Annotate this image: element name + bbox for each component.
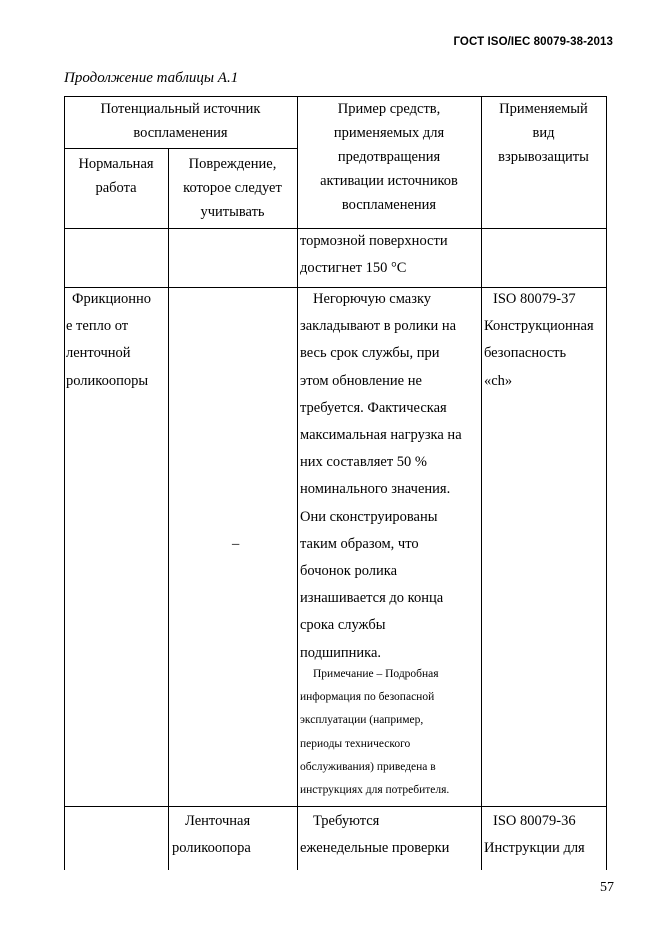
row1-col3-line: достигнет 150 °С bbox=[300, 260, 407, 277]
table-border-left bbox=[64, 96, 65, 870]
note-line: информация по безопасной bbox=[300, 691, 435, 704]
head-col3-line: применяемых для bbox=[333, 125, 445, 141]
row2-col2-dash: – bbox=[232, 536, 240, 552]
table-col-divider-3 bbox=[481, 96, 482, 870]
row2-col3-cell bbox=[300, 286, 462, 667]
head-col1-line: работа bbox=[95, 180, 137, 196]
row3-col2-line: Ленточная bbox=[185, 813, 251, 829]
row2-col1-cell bbox=[66, 286, 151, 395]
head-col3-line: активации источников bbox=[320, 173, 458, 189]
row2-col3-line: Они сконструированы bbox=[300, 508, 438, 525]
note-line: обслуживания) приведена в bbox=[300, 760, 436, 773]
row2-col1-line: ленточной bbox=[66, 345, 131, 362]
head-col1-line: Нормальная bbox=[78, 156, 154, 172]
table-group-divider bbox=[64, 148, 297, 149]
head-group-line: воспламенения bbox=[133, 125, 228, 141]
head-group-cell bbox=[64, 97, 297, 145]
row2-col1-line: роликоопоры bbox=[66, 372, 149, 389]
row2-col4-line: Конструкционная bbox=[484, 318, 594, 335]
row2-col4-line: ISO 80079-37 bbox=[493, 291, 576, 307]
row3-col3-line: еженедельные проверки bbox=[300, 840, 450, 857]
row2-col4-line: «ch» bbox=[484, 372, 513, 389]
row3-col3-cell bbox=[300, 808, 449, 862]
row3-col2-line: роликоопора bbox=[172, 840, 251, 857]
row3-col4-line: ISO 80079-36 bbox=[493, 813, 576, 829]
head-col2-line: учитывать bbox=[200, 204, 265, 220]
head-col4-line: Применяемый bbox=[499, 101, 588, 117]
head-col4-cell bbox=[481, 97, 606, 169]
head-col3-line: воспламенения bbox=[341, 197, 437, 213]
row3-col2-cell bbox=[172, 808, 251, 862]
note-line: периоды технического bbox=[300, 737, 411, 750]
head-col3-line: предотвращения bbox=[337, 149, 441, 165]
head-col4-line: взрывозащиты bbox=[498, 149, 589, 165]
row2-col4-cell bbox=[484, 286, 594, 395]
row2-col3-line: изнашивается до конца bbox=[300, 590, 444, 607]
head-group-line: Потенциальный источник bbox=[100, 101, 261, 117]
row2-col3-line: них составляет 50 % bbox=[300, 454, 427, 471]
row3-col4-line: Инструкции для bbox=[484, 840, 585, 857]
row2-col3-line: Негорючую смазку bbox=[313, 291, 432, 307]
row2-col3-line: максимальная нагрузка на bbox=[300, 427, 462, 444]
row2-col3-line: таким образом, что bbox=[300, 535, 419, 552]
row2-col3-line: подшипника. bbox=[300, 644, 382, 661]
row1-col3-line: тормозной поверхности bbox=[300, 233, 448, 249]
row2-col1-line: Фрикционно bbox=[72, 291, 152, 307]
row2-col3-line: закладывают в ролики на bbox=[300, 318, 457, 335]
row2-col3-line: весь срок службы, при bbox=[300, 345, 440, 362]
page-number: 57 bbox=[600, 880, 614, 895]
table-row2-bottom bbox=[64, 806, 607, 807]
row1-col3-cell bbox=[300, 228, 448, 282]
head-col3-line: Пример средств, bbox=[337, 101, 441, 117]
page-header: ГОСТ ISO/IEC 80079-38-2013 bbox=[453, 36, 613, 48]
head-col1-cell bbox=[64, 152, 168, 200]
table-col-divider-1 bbox=[168, 148, 169, 870]
head-col2-line: Повреждение, bbox=[188, 156, 277, 172]
head-col2-line: которое следует bbox=[183, 180, 282, 196]
row2-col3-line: номинального значения. bbox=[300, 481, 451, 498]
note-line: эксплуатации (например, bbox=[300, 714, 424, 727]
row3-col4-cell bbox=[484, 808, 585, 862]
row2-col4-line: безопасность bbox=[484, 345, 567, 362]
row2-col3-line: требуется. Фактическая bbox=[300, 399, 447, 416]
note-line: инструкциях для потребителя. bbox=[300, 784, 450, 797]
head-col2-cell bbox=[168, 152, 297, 224]
table-border-right bbox=[606, 96, 607, 870]
note-line: Примечание – Подробная bbox=[313, 668, 439, 680]
row2-col3-line: бочонок ролика bbox=[300, 563, 398, 580]
head-col4-line: вид bbox=[532, 125, 555, 141]
head-col3-cell bbox=[297, 97, 481, 217]
row2-col3-line: срока службы bbox=[300, 617, 386, 634]
table-caption: Продолжение таблицы А.1 bbox=[64, 70, 239, 86]
row2-note bbox=[300, 663, 449, 802]
row2-col3-line: этом обновление не bbox=[300, 372, 422, 389]
row2-col1-line: е тепло от bbox=[66, 318, 129, 335]
row3-col3-line: Требуются bbox=[313, 813, 380, 829]
